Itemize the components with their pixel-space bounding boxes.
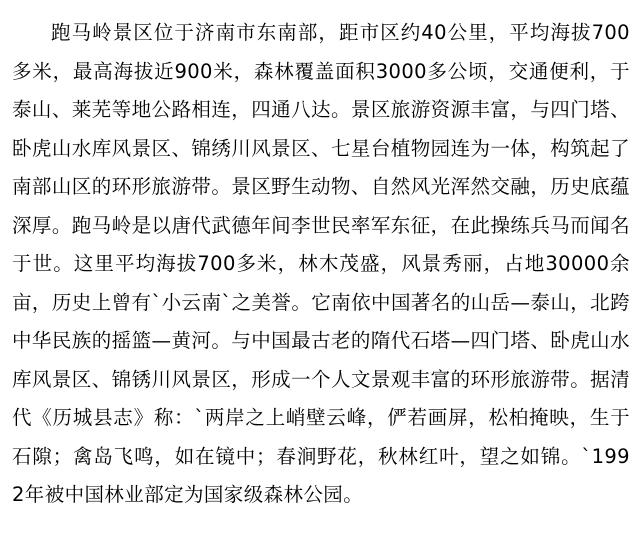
paragraph-text: 跑马岭景区位于济南市东南部，距市区约40公里，平均海拔700多米，最高海拔近900米，森林覆盖面积3000多公顷，交通便利，于泰山、莱芜等地公路相连，四通八达。景区旅游资源丰富，与四门塔、卧虎山水库风景区、锦绣川风景区、七星台植物园连为一体，构筑起了南部山区的环形旅游带。景区野生动物、自然风光浑然交融，历史底蕴深厚。跑马岭是以唐代武德年间李世民率军东征，在此操练兵马而闻名于世。这里平均海拔700多米，林木茂盛，风景秀丽，占地30000余亩，历史上曾有`小云南`之美誉。它南依中国著名的山岳—泰山，北跨中华民族的摇篮—黄河。与中国最古老的隋代石塔—四门塔、卧虎山水库风景区、锦锈川风景区，形成一个人文景观丰富的环形旅游带。据清代《历城县志》称：`两岸之上峭壁云峰，俨若画屏，松柏掩映，生于石隙；禽岛飞鸣，如在镜中；春涧野花，秋林红叶，望之如锦。`1992年被中国林业部定为国家级森林公园。: [12, 21, 630, 506]
